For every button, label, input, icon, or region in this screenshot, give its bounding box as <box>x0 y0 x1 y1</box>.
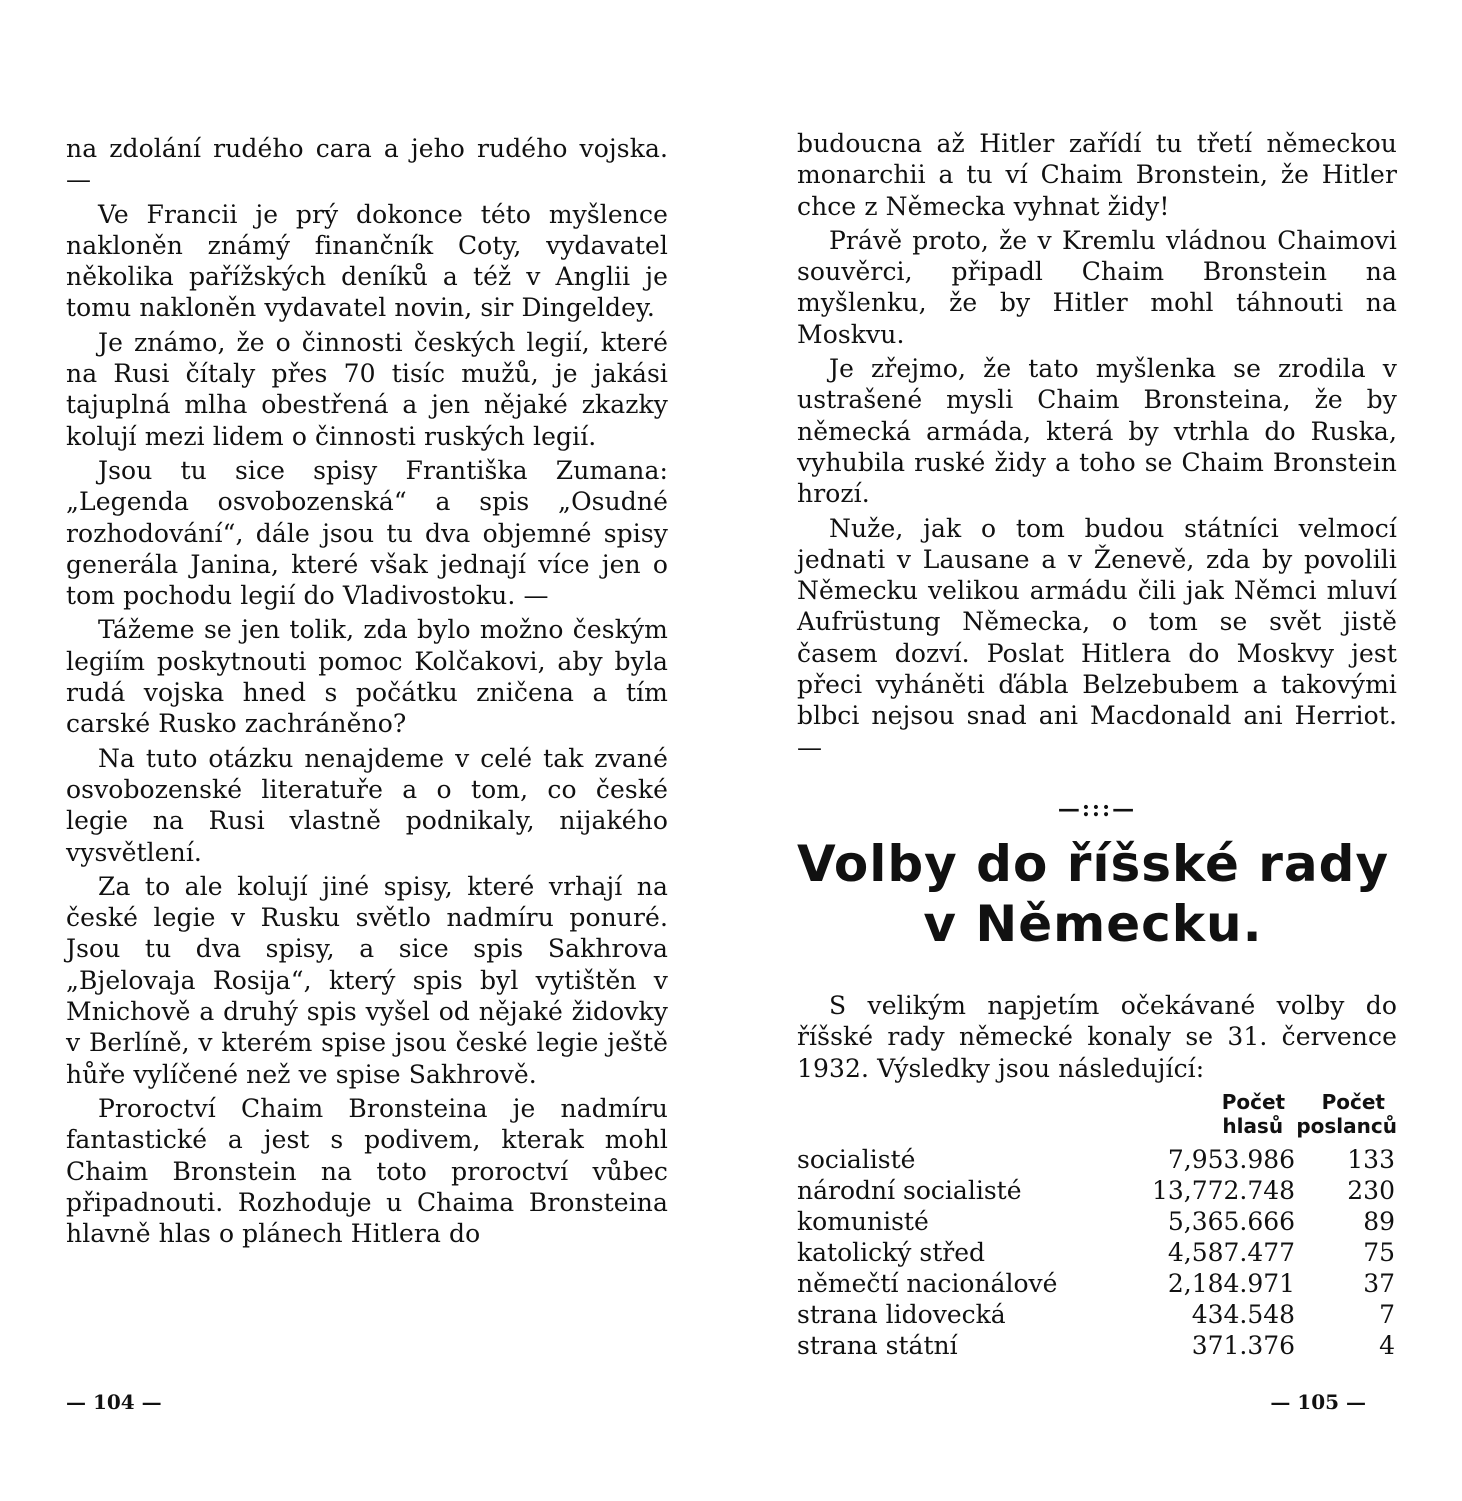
table-row <box>797 1144 1397 1175</box>
party-name: strana lidovecká <box>797 1299 1006 1329</box>
paragraph: Za to ale kolují jiné spisy, které vrhají na české legie v Rusku světlo nadmíru ponuré. Jsou tu dva spisy, a sice spis Sakhrova „Bjelovaja Rosija“, který spis byl vytištěn v Mnichově a druhý spis vyšel od nějaké židovky v Berlíně, v kterém spise jsou české legie ještě hůře vylíčené než ve spise Sakhrově. <box>66 871 668 1089</box>
page-number: — 104 — <box>66 1390 162 1414</box>
paragraph: Ve Francii je prý dokonce této myšlence nakloněn známý finančník Coty, vydavatel několika pařížských deníků a též v Anglii je tomu nakloněn vydavatel novin, sir Dingeldey. <box>66 199 668 323</box>
table-row <box>797 1175 1397 1206</box>
vote-count: 13,772.748 <box>1151 1175 1296 1205</box>
table-header-seats <box>1295 1090 1397 1144</box>
header-text: Počet <box>1321 1089 1385 1114</box>
section-heading-line: Volby do říšské rady <box>796 834 1390 893</box>
party-name: strana státní <box>797 1330 958 1360</box>
header-text: hlasů <box>1222 1113 1284 1138</box>
paragraph: Proroctví Chaim Bronsteina je nadmíru fantastické a jest s podivem, kterak mohl Chaim Bronstein na toto proroctví vůbec připadnouti. Rozhoduje u Chaima Bronsteina hlavně hlas o plánech Hitlera do <box>66 1093 668 1249</box>
section-divider: —:::— <box>1057 795 1137 822</box>
seat-count: 75 <box>1363 1237 1395 1267</box>
paragraph: Právě proto, že v Kremlu vládnou Chaimovi souvěrci, připadl Chaim Bronstein na myšlenku, že by Hitler mohl táhnouti na Moskvu. <box>797 225 1397 349</box>
paragraph: Jsou tu sice spisy Františka Zumana: „Legenda osvobozenská“ a spis „Osudné rozhodování“, dále jsou tu dva objemné spisy generála Janina, které však jednají více jen o tom pochodu legií do Vladivostoku. — <box>66 455 668 611</box>
table-header-votes <box>1152 1090 1295 1144</box>
table-header-blank <box>797 1090 1152 1144</box>
paragraph: Je známo, že o činnosti českých legií, které na Rusi čítaly přes 70 tisíc mužů, je jakási tajuplná mlha obestřená a jen nějaké zkazky kolují mezi lidem o činnosti ruských legií. <box>66 327 668 451</box>
left-text-column <box>66 133 668 1252</box>
section-heading <box>789 834 1397 954</box>
section-heading-line: v Německu. <box>923 894 1263 953</box>
table-header-row <box>797 1090 1397 1144</box>
table-row <box>797 1299 1397 1330</box>
seat-count: 230 <box>1347 1175 1395 1205</box>
seat-count: 4 <box>1379 1330 1395 1360</box>
paragraph: budoucna až Hitler zařídí tu třetí německou monarchii a tu ví Chaim Bronstein, že Hitler chce z Německa vyhnat židy! <box>797 129 1397 221</box>
vote-count: 371.376 <box>1191 1330 1296 1360</box>
seat-count: 7 <box>1379 1299 1395 1329</box>
right-text-column <box>797 128 1397 1361</box>
party-name: komunisté <box>797 1206 929 1236</box>
vote-count: 7,953.986 <box>1167 1144 1296 1174</box>
paragraph: Nuže, jak o tom budou státníci velmocí jednati v Lausane a v Ženevě, zda by povolili Německu velikou armádu čili jak Němci mluví Aufrüstung Německa, o tom se svět jistě časem dozví. Poslat Hitlera do Moskvy jest přeci vyháněti ďábla Belzebubem a takovými blbci nejsou snad ani Macdonald ani Herriot. — <box>797 513 1397 762</box>
paragraph: Je zřejmo, že tato myšlenka se zrodila v ustrašené mysli Chaim Bronsteina, že by německá armáda, která by vtrhla do Ruska, vyhubila ruské židy a toho se Chaim Bronstein hrozí. <box>797 354 1397 509</box>
seat-count: 37 <box>1363 1268 1395 1298</box>
party-name: socialisté <box>797 1144 916 1174</box>
paragraph: Tážeme se jen tolik, zda bylo možno českým legiím poskytnouti pomoc Kolčakovi, aby byla rudá vojska hned s počátku zničena a tím carské Rusko zachráněno? <box>66 615 668 739</box>
vote-count: 434.548 <box>1191 1299 1296 1329</box>
seat-count: 133 <box>1347 1144 1395 1174</box>
election-results-table <box>797 1090 1397 1361</box>
vote-count: 5,365.666 <box>1167 1206 1296 1236</box>
table-row <box>797 1206 1397 1237</box>
page-number: — 105 — <box>1270 1390 1366 1414</box>
vote-count: 2,184.971 <box>1167 1268 1296 1298</box>
party-name: národní socialisté <box>797 1175 1022 1205</box>
vote-count: 4,587.477 <box>1167 1237 1296 1267</box>
table-row <box>797 1237 1397 1268</box>
header-text: poslanců <box>1296 1113 1397 1138</box>
party-name: němečtí nacionálové <box>797 1268 1058 1298</box>
party-name: katolický střed <box>797 1237 985 1267</box>
paragraph: Na tuto otázku nenajdeme v celé tak zvané osvobozenské literatuře a o tom, co české legie na Rusi vlastně podnikaly, nijakého vysvětlení. <box>66 743 668 867</box>
paragraph: na zdolání rudého cara a jeho rudého vojska. — <box>66 134 668 195</box>
right-page <box>731 0 1462 1501</box>
table-row <box>797 1268 1397 1299</box>
header-text: Počet <box>1221 1089 1286 1114</box>
intro-paragraph: S velikým napjetím očekávané volby do říšské rady německé konaly se 31. července 1932. Výsledky jsou následující: <box>797 990 1397 1083</box>
seat-count: 89 <box>1363 1206 1395 1236</box>
table-row <box>797 1330 1397 1361</box>
